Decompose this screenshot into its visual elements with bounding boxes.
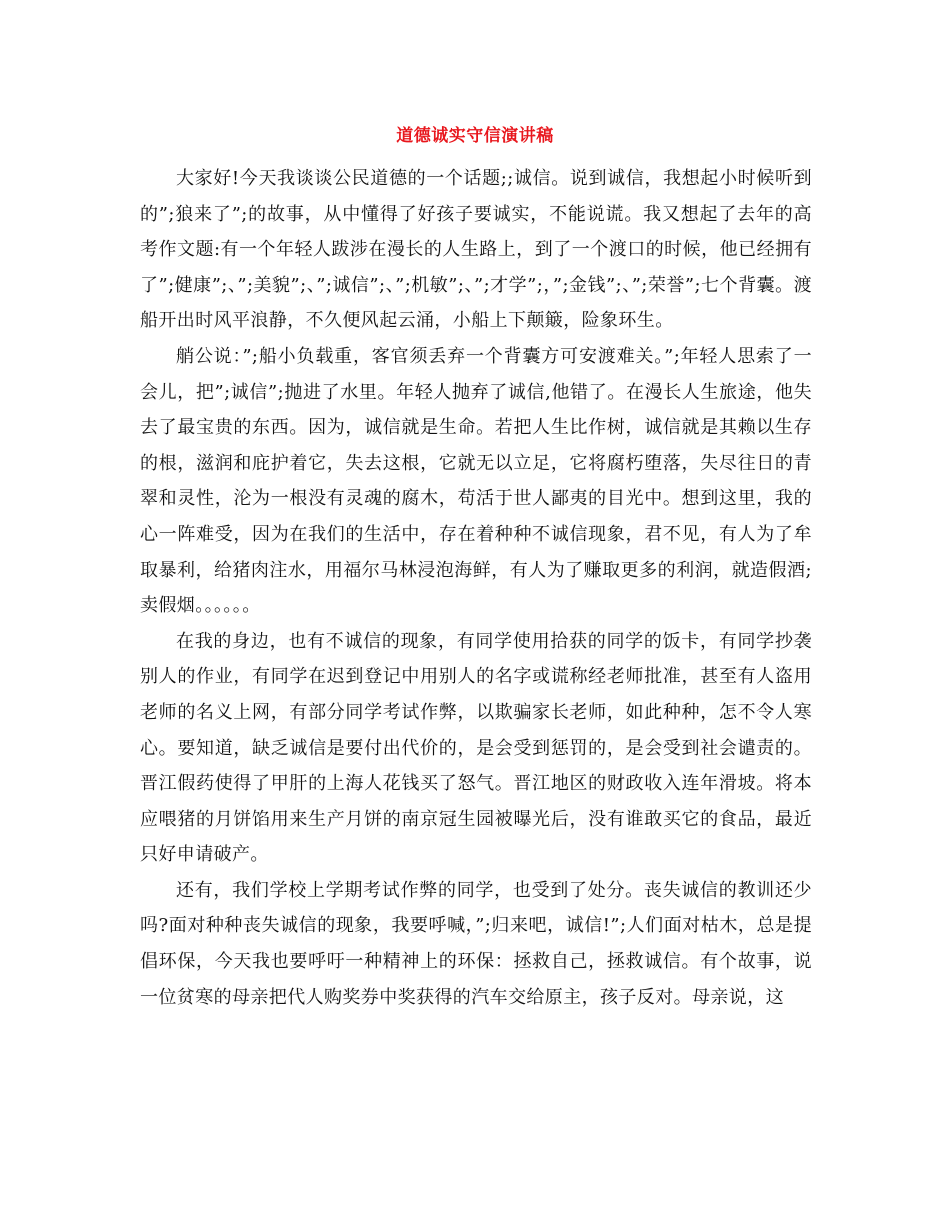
paragraph-3: 在我的身边，也有不诚信的现象，有同学使用拾获的同学的饭卡，有同学抄袭别人的作业，有同学在迟到登记中用别人的名字或谎称经老师批准，甚至有人盗用老师的名义上网，有部分同学考试作弊，以欺骗家长老师，如此种种，怎不令人寒心。要知道，缺乏诚信是要付出代价的，是会受到惩罚的，是会受到社会谴责的。晋江假药使得了甲肝的上海人花钱买了怒气。晋江地区的财政收入连年滑坡。将本应喂猪的月饼馅用来生产月饼的南京冠生园被曝光后，没有谁敢买它的食品，最近只好申请破产。 <box>140 630 812 866</box>
article-body <box>140 161 812 1015</box>
paragraph-1: 大家好!今天我谈谈公民道德的一个话题;;诚信。说到诚信，我想起小时候听到的”;狼来了”;的故事，从中懂得了好孩子要诚实，不能说谎。我又想起了去年的高考作文题:有一个年轻人跋涉在漫长的人生路上，到了一个渡口的时候，他已经拥有了”;健康”;、”;美貌”;、”;诚信”;、”;机敏”;、”;才学”;，”;金钱”;、”;荣誉”;七个背囊。渡船开出时风平浪静，不久便风起云涌，小船上下颠簸，险象环生。 <box>140 168 812 332</box>
paragraph-2: 艄公说：”;船小负载重，客官须丢弃一个背囊方可安渡难关。”;年轻人思索了一会儿，把”;诚信”;抛进了水里。年轻人抛弃了诚信,他错了。在漫长人生旅途，他失去了最宝贵的东西。因为，诚信就是生命。若把人生比作树，诚信就是其赖以生存的根，滋润和庇护着它，失去这根，它就无以立足，它将腐朽堕落，失尽往日的青翠和灵性，沦为一根没有灵魂的腐木，苟活于世人鄙夷的目光中。想到这里，我的心一阵难受，因为在我们的生活中，存在着种种不诚信现象，君不见，有人为了牟取暴利，给猪肉注水，用福尔马林浸泡海鲜，有人为了赚取更多的利润，就造假酒;卖假烟。。。。。。 <box>140 345 812 617</box>
page-title: 道德诚实守信演讲稿 <box>396 126 554 146</box>
paragraph-4: 还有，我们学校上学期考试作弊的同学，也受到了处分。丧失诚信的教训还少吗?面对种种丧失诚信的现象，我要呼喊，”;归来吧，诚信!”;人们面对枯木，总是提倡环保，今天我也要呼吁一种精神上的环保：拯救自己，拯救诚信。有个故事，说一位贫寒的母亲把代人购奖券中奖获得的汽车交给原主，孩子反对。母亲说，这 <box>140 879 812 1008</box>
